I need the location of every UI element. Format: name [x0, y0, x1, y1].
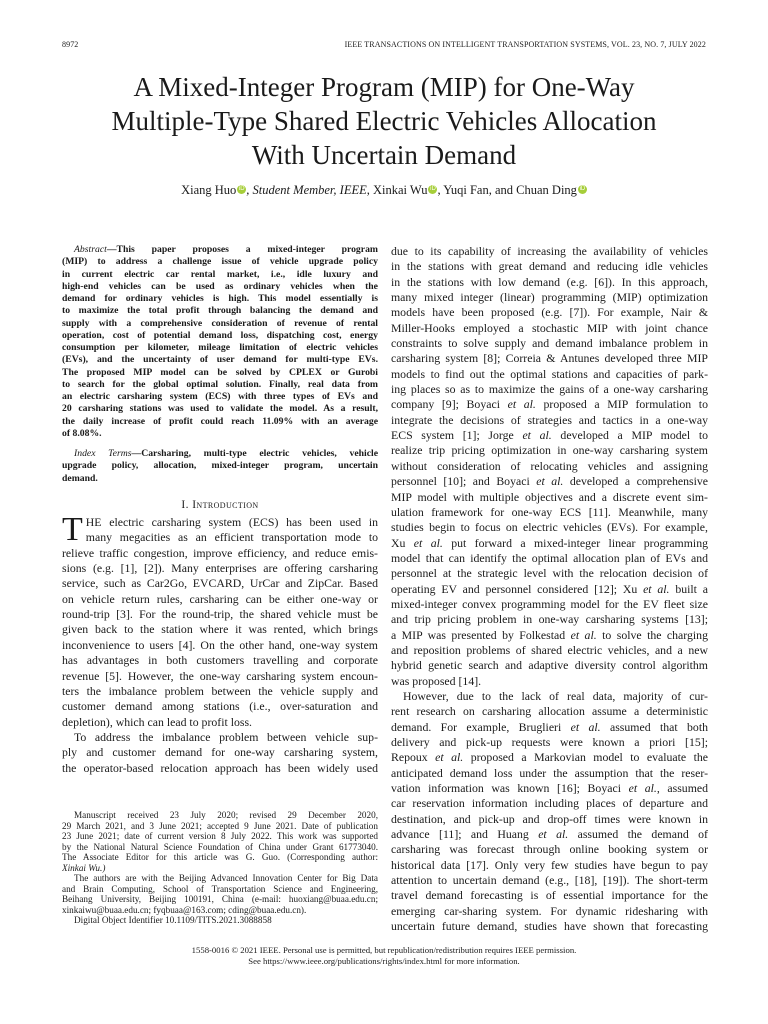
abstract-line: an electric carsharing system (ECS) with three types of EVs and — [62, 391, 378, 402]
abstract-line: of 8.08%. — [62, 427, 102, 439]
body-line: ply and customer demand for one-way carsharing system, — [62, 745, 378, 760]
body-line: hybrid genetic search and adaptive diversity control algorithm — [391, 658, 708, 673]
body-line: in the stations with great demand and reducing idle vehicles — [391, 259, 708, 274]
body-line: model that can identify the optimal allocation plan of EVs and — [391, 550, 708, 565]
body-line: However, due to the lack of real data, majority of cur- — [403, 688, 708, 703]
body-line: carsharing was forecast through online booking system or — [391, 842, 708, 857]
title-line: Multiple-Type Shared Electric Vehicles Allocation — [111, 106, 657, 136]
footnote-line: Xinkai Wu.) — [62, 862, 106, 873]
footnote-line: The Associate Editor for this article was G. Guo. (Corresponding author: — [62, 852, 378, 862]
abstract-line: to maximize the total profit through balancing the demand and — [62, 305, 378, 317]
journal-header: IEEE TRANSACTIONS ON INTELLIGENT TRANSPORTATION SYSTEMS, VOL. 23, NO. 7, JULY 2022 — [344, 40, 706, 49]
abstract — [62, 244, 378, 485]
body-line: personnel [10]; and Boyaci et al. developed a comprehensive — [391, 474, 708, 489]
body-line: Repoux et al. proposed a Markovian model to evaluate the — [391, 750, 708, 765]
body-line: anticipated demand loss under the assumption that the reser- — [391, 765, 708, 780]
orcid-icon[interactable]: iD — [579, 186, 586, 192]
body-line: destination, and pick-up and drop-off times were known in — [391, 811, 708, 826]
body-line: relieve traffic congestion, improve efficiency, and reduce emis- — [62, 545, 378, 560]
abstract-line: consumption per kilometer, mileage limitation of electric vehicles — [62, 342, 378, 353]
permissions-link[interactable]: See https://www.ieee.org/publications/rights/index.html for more information. — [248, 956, 520, 966]
body-line: car reservation information including places of departure and — [391, 796, 708, 811]
author-name: Xiang Huo — [181, 183, 237, 197]
body-line: was proposed [14]. — [391, 673, 482, 688]
page-number: 8972 — [62, 40, 79, 49]
body-line: historical data [17]. Only very few studies have begun to pay — [391, 857, 708, 872]
body-line: Miller-Hooks employed a stochastic MIP with joint chance — [391, 320, 708, 335]
body-line: attention to uncertain demand (e.g., [18], [19]). The short-term — [391, 873, 708, 888]
index-terms-line: demand. — [62, 472, 98, 484]
body-line: Xu et al. put forward a mixed-integer linear programming — [391, 535, 708, 550]
body-line: due to its capability of increasing the availability of vehicles — [391, 244, 708, 258]
abstract-line: (EVs), and the uncertainty of user demand for multi-type EVs. — [62, 354, 378, 366]
title-line: With Uncertain Demand — [251, 140, 517, 170]
body-line: personnel at the strategic level with the relocation decision of — [391, 566, 708, 581]
body-line: service, such as Car2Go, EVCARD, UrCar and ZipCar. Based — [62, 576, 378, 591]
author-name: , Yuqi Fan, and Chuan Ding — [437, 183, 577, 197]
body-line: models to find out the optimal stations and capacities of park- — [391, 366, 708, 381]
abstract-line: demand for ordinary vehicles is high. This model essentially is — [62, 293, 378, 304]
body-line: many megacities as an efficient transportation mode to — [85, 530, 378, 545]
body-line: revenue [5]. However, the one-way carsharing system encoun- — [62, 668, 378, 683]
doi-line: Digital Object Identifier 10.1109/TITS.2021.3088858 — [74, 915, 272, 925]
body-line: mixed-integer convex programming model for the EV fleet size — [391, 596, 708, 611]
body-line: ing places so as to maximize the gains of a one-way carsharing — [391, 382, 708, 397]
body-line: the operator-based relocation approach has been widely used — [62, 760, 378, 775]
body-line: travel demand forecasting is of essential importance for the — [391, 888, 708, 903]
body-line: customer demand among stations (i.e., over-saturation and — [62, 699, 378, 714]
drop-cap: T — [62, 510, 83, 548]
body-line: a MIP was presented by Folkestad et al. to solve the charging — [391, 627, 708, 642]
abstract-line: supply with a comprehensive consideration of revenue of rental — [62, 317, 378, 329]
body-line: integrate the decisions of strategies and tactics in a one-way — [391, 412, 708, 427]
body-line: carsharing system [8]; Correia & Antunes developed three MIP — [391, 351, 708, 366]
body-line: operating EV and personnel considered [12]; Xu et al. built a — [391, 581, 708, 596]
abstract-line: in current electric car rental market, i.e., idle luxury and — [62, 268, 378, 280]
author-name: , Xinkai Wu — [366, 183, 428, 197]
body-line: many mixed integer (linear) programming (MIP) optimization — [391, 290, 708, 305]
body-line: depletion), which can lead to profit loss. — [62, 714, 253, 729]
abstract-line: operation, cost of potential demand loss, dispatching cost, energy — [62, 329, 378, 341]
orcid-icon[interactable]: iD — [238, 186, 245, 192]
author-role: , Student Member, IEEE — [246, 183, 367, 197]
body-line: emerging car-sharing system. For dynamic ridesharing with — [391, 903, 708, 918]
body-line: has advantages in both customers travelling and corporate — [62, 653, 378, 668]
body-line: realize trip pricing optimization in one-way carsharing system — [391, 443, 708, 458]
body-line: round-trip [3]. For the round-trip, the shared vehicle must be — [62, 607, 378, 622]
footnote-line: Beihang University, Beijing 100191, China (e-mail: huoxiang@buaa.edu.cn; — [62, 894, 378, 904]
index-terms-label: Index Terms — [74, 448, 132, 459]
body-line: inconvenience to users [4]. On the other hand, one-way system — [62, 637, 378, 652]
body-line: and reposition problems of shared electric vehicles, and a new — [391, 642, 708, 657]
body-line: MIP model with multiple objectives and a discrete event sim- — [391, 489, 708, 504]
title-line: A Mixed-Integer Program (MIP) for One-Way — [133, 72, 635, 102]
footnote-line: 23 June 2021; date of current version 8 July 2022. This work was supported — [62, 831, 378, 841]
copyright-line: 1558-0016 © 2021 IEEE. Personal use is permitted, but republication/redistribution requires IEEE permission. — [191, 945, 577, 955]
footnote-line: The authors are with the Beijing Advanced Innovation Center for Big Data — [74, 873, 378, 883]
body-line: on vehicle return rules, carsharing can be either one-way or — [62, 591, 378, 606]
left-column — [62, 244, 378, 776]
abstract-label: Abstract — [74, 244, 107, 255]
body-line: HE electric carsharing system (ECS) has been used in — [85, 514, 378, 529]
body-line: rent research on carsharing allocation assume a deterministic — [391, 704, 708, 719]
right-column — [391, 244, 708, 934]
abstract-line: (MIP) to address a challenge issue of vehicle upgrade policy — [62, 256, 378, 268]
body-line: sions (e.g. [1], [2]). Many enterprises are offering carsharing — [62, 561, 378, 576]
abstract-line: Abstract—This paper proposes a mixed-integer program — [74, 244, 378, 255]
footnote-line: by the National Natural Science Foundation of China under Grant 61773040. — [62, 841, 378, 852]
footnotes — [62, 810, 378, 926]
body-line: without consideration of relocating vehicles and assigning — [391, 458, 708, 473]
abstract-line: The proposed MIP model can be solved by CPLEX or Gurobi — [62, 366, 378, 378]
copyright-footer — [40, 945, 728, 967]
body-line: ECS system [1]; Jorge et al. developed a MIP model to — [391, 428, 708, 443]
section-heading: I. Introduction — [181, 498, 259, 511]
footnote-line: xinkaiwu@buaa.edu.cn; fyqbuaa@163.com; cding@buaa.edu.cn). — [62, 904, 307, 915]
abstract-line: high-end vehicles can be used as ordinary vehicles when the — [62, 280, 378, 292]
body-line: constraints to solve supply and demand imbalance problem in — [391, 336, 708, 351]
body-line: ters the imbalance problem between the vehicle supply and — [62, 683, 378, 698]
body-line: studies begin to focus on electric vehicles (EVs). For example, — [391, 520, 708, 535]
body-line: uncertain future demand, studies have shown that forecasting — [391, 919, 708, 934]
intro-paragraph — [62, 510, 378, 776]
body-line: demand. For example, Bruglieri et al. assumed that both — [391, 719, 708, 734]
body-line: vation information was known [16]; Boyaci et al., assumed — [391, 781, 708, 796]
footnote-line: and Brain Computing, School of Transportation Science and Engineering, — [62, 883, 378, 894]
body-line: advance [11]; and Huang et al. assumed the demand of — [391, 827, 708, 842]
index-terms-line: Index Terms—Carsharing, multi-type electric vehicles, vehicle — [74, 448, 378, 459]
orcid-icon[interactable]: iD — [430, 186, 436, 192]
body-line: delivery and pick-up requests were known a priori [15]; — [391, 735, 708, 749]
author-list — [40, 183, 728, 198]
footnote-line: Manuscript received 23 July 2020; revised 29 December 2020, — [74, 810, 378, 820]
abstract-line: to search for the global optimal solution. Finally, real data from — [62, 378, 378, 390]
paper-title — [40, 70, 728, 172]
body-line: models have been proposed (e.g. [7]). For example, Nair & — [391, 305, 708, 320]
body-line: in the stations with low demand (e.g. [6]). In this approach, — [391, 274, 708, 289]
footnote-line: 29 March 2021, and 3 June 2021; accepted 9 June 2021. Date of publication — [62, 820, 378, 831]
index-terms-line: upgrade policy, allocation, mixed-integer program, uncertain — [62, 460, 378, 472]
abstract-line: 20 carsharing stations was used to validate the model. As a result, — [62, 403, 378, 415]
body-line: ulation framework for one-way ECS [11]. Meanwhile, many — [391, 504, 708, 519]
body-line: company [9]; Boyaci et al. proposed a MIP formulation to — [391, 397, 708, 412]
body-line: and trip pricing problem in one-way carsharing systems [13]; — [391, 612, 708, 627]
body-line: given back to the station where it was rented, which brings — [62, 622, 378, 637]
body-line: To address the imbalance problem between vehicle sup- — [74, 729, 378, 744]
abstract-line: the daily increase of profit could reach 11.09% with an average — [62, 415, 378, 427]
